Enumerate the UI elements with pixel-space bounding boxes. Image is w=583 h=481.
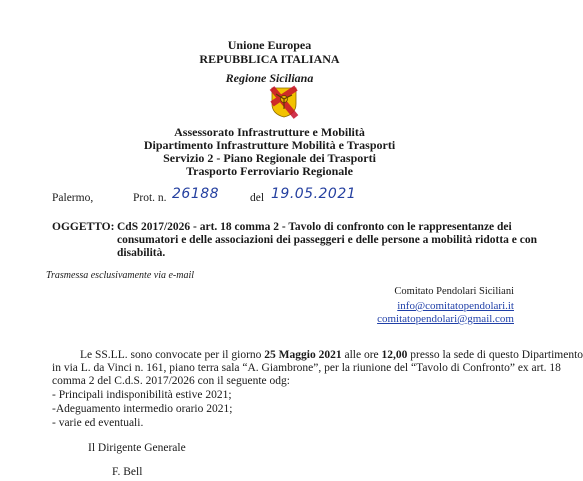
dept-servizio: Servizio 2 - Piano Regionale dei Trasporti	[163, 151, 376, 165]
meeting-date: 25 Maggio 2021	[264, 349, 342, 361]
recipient-email-gmail[interactable]: comitatopendolari@gmail.com	[377, 313, 514, 325]
header-republic: REPUBBLICA ITALIANA	[199, 52, 340, 66]
recipient-name: Comitato Pendolari Siciliani	[394, 286, 514, 297]
signature-name-partial: F. Bell	[112, 466, 143, 478]
subject-line1: CdS 2017/2026 - art. 18 comma 2 - Tavolo di confronto con le rappresentanze dei	[117, 221, 512, 233]
dept-ufficio: Trasporto Ferroviario Regionale	[186, 164, 353, 178]
body-text-b: alle ore	[341, 349, 382, 361]
prot-label: Prot. n.	[133, 192, 167, 204]
body-text-a: Le SS.LL. sono convocate per il giorno	[80, 349, 265, 361]
transmission-note: Trasmessa esclusivamente via e-mail	[46, 270, 195, 281]
header-eu: Unione Europea	[227, 38, 312, 52]
body-paragraph-line2: in via L. da Vinci n. 161, piano terra sala “A. Giambrone”, per la riunione del “Tavolo di Confronto” ex art. 18	[52, 362, 561, 374]
agenda-item: -Adeguamento intermedio orario 2021;	[52, 403, 233, 415]
dept-dipartimento: Dipartimento Infrastrutture Mobilità e Trasporti	[143, 138, 396, 152]
body-paragraph-line3: comma 2 del C.d.S. 2017/2026 con il seguente odg:	[52, 375, 290, 387]
subject-line3: disabilità.	[117, 247, 166, 259]
signature-title: Il Dirigente Generale	[88, 442, 186, 454]
subject-line2: consumatori e delle associazioni dei passeggeri e delle persone a mobilità ridotta e con	[117, 234, 538, 246]
dept-assessorato: Assessorato Infrastrutture e Mobilità	[174, 125, 365, 139]
body-paragraph-line1	[80, 349, 583, 361]
date-label: del	[250, 192, 265, 204]
meeting-time: 12,00	[381, 349, 408, 361]
body-text-c: presso la sede di questo Dipartimento	[407, 349, 583, 361]
agenda-item: - varie ed eventuali.	[52, 417, 144, 429]
place-label: Palermo,	[52, 192, 94, 204]
prot-number: 26188	[172, 186, 220, 202]
recipient-email-info[interactable]: info@comitatopendolari.it	[397, 300, 514, 312]
date-value: 19.05.2021	[271, 186, 357, 202]
header-region: Regione Siciliana	[225, 71, 314, 85]
agenda-item: - Principali indisponibilità estive 2021;	[52, 389, 232, 401]
trinacria-coat-of-arms-icon	[270, 86, 298, 118]
subject-label: OGGETTO:	[52, 221, 115, 233]
